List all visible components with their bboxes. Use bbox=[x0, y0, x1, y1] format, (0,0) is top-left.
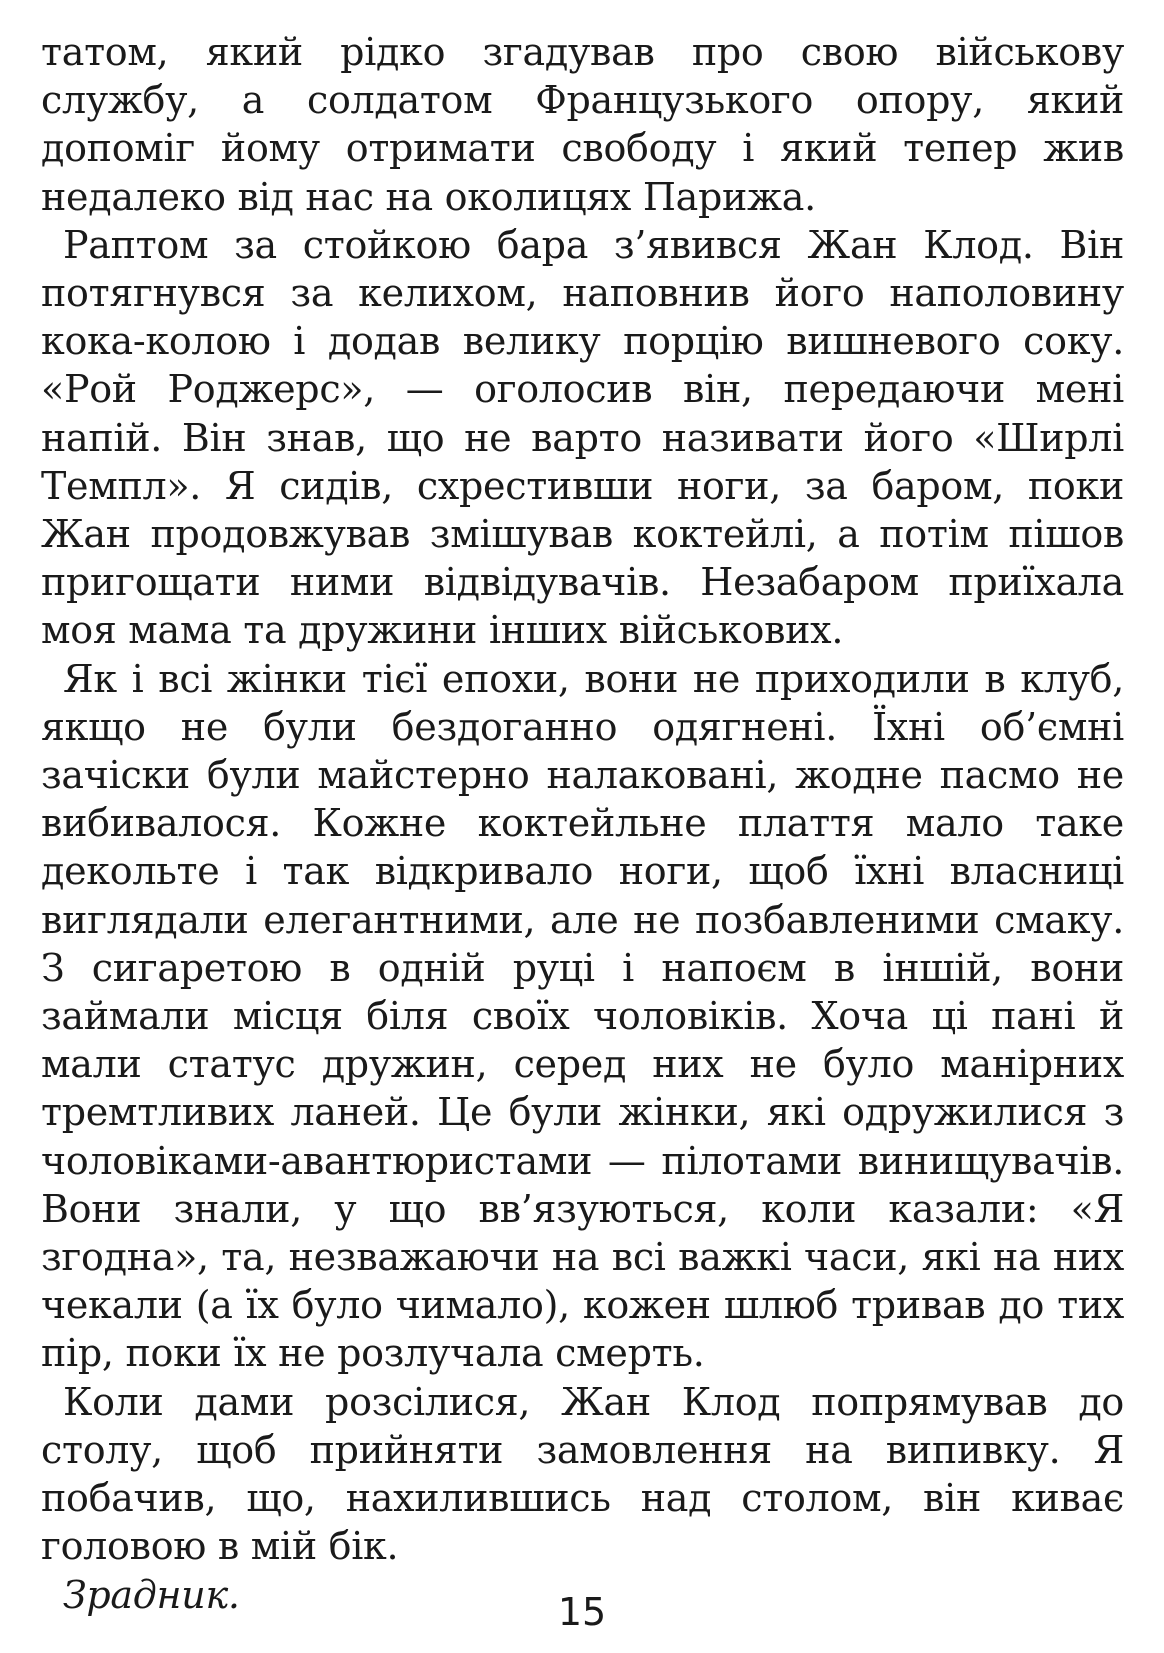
paragraph-jean-claude-bar: Раптом за стойкою бара з’явився Жан Клод. Він потягнувся за келихом, наповнив його наполовину кока-колою і додав велику порцію вишневого соку. «Рой Роджерс», — оголосив він, передаючи мені напій. Він знав, що не варто називати його «Ширлі Темпл». Я сидів, схрестивши ноги, за баром, поки Жан продовжував змішував коктейлі, а потім пішов пригощати ними відвідувачів. Незабаром приїхала моя мама та дружини інших військових. bbox=[41, 222, 1124, 653]
paragraph-wives: Як і всі жінки тієї епохи, вони не приходили в клуб, якщо не були бездоганно одягнені. Їхні об’ємні зачіски були майстерно налаковані, жодне пасмо не вибивалося. Кожне коктейльне плаття мало таке декольте і так відкривало ноги, щоб їхні власниці виглядали елегантними, але не позбавленими смаку. З сигаретою в одній руці і напоєм в іншій, вони займали місця біля своїх чоловіків. Хоча ці пані й мали статус дружин, серед них не було манірних тремтливих ланей. Це були жінки, які одружилися з чоловіками-авантюристами — пілотами винищувачів. Вони знали, у що вв’язуються, коли казали: «Я згодна», та, незважаючи на всі важкі часи, які на них чекали (а їх було чимало), кожен шлюб тривав до тих пір, поки їх не розлучала смерть. bbox=[41, 656, 1124, 1376]
paragraph-drinks-order: Коли дами розсілися, Жан Клод попрямував до столу, щоб прийняти замовлення на випивку. Я побачив, що, нахилившись над столом, він киває головою в мій бік. bbox=[41, 1379, 1124, 1569]
paragraph-continuation: татом, який рідко згадував про свою військову службу, а солдатом Французького опору, який допоміг йому отримати свободу і який тепер жив недалеко від нас на околицях Парижа. bbox=[41, 30, 1124, 219]
paragraph-traitor: Зрадник. bbox=[63, 1572, 240, 1617]
page-body bbox=[41, 28, 1124, 1619]
page-number: 15 bbox=[557, 1590, 607, 1634]
